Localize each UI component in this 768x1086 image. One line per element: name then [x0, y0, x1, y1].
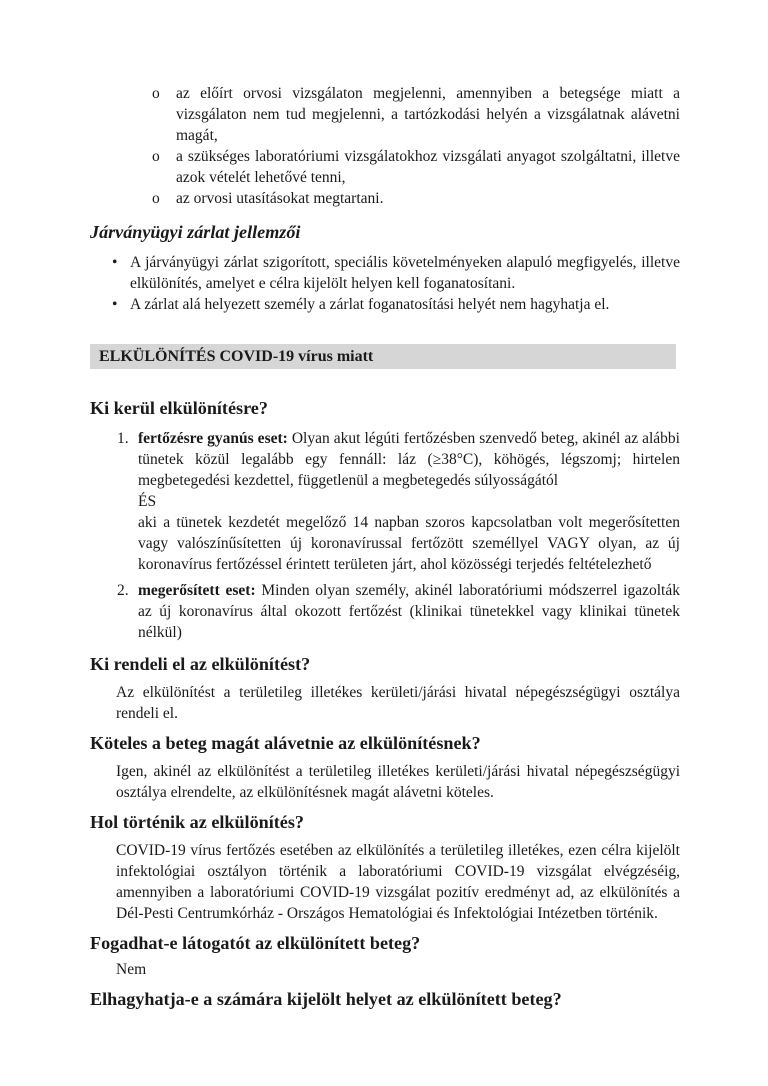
- question-heading: Köteles a beteg magát alávetnie az elkülönítésnek?: [90, 733, 481, 753]
- question-heading-who: Ki kerül elkülönítésre?: [90, 398, 268, 418]
- case-lead: megerősített eset:: [138, 582, 256, 599]
- case-continuation: aki a tünetek kezdetét megelőző 14 napban szoros kapcsolatban volt megerősítetten vagy valószínűsítetten új koronavírussal fertőzött személlyel VAGY olyan, az új koronavírus fertőzéssel érintett területen járt, ahol közösségi terjedés feltételezhető: [138, 514, 680, 573]
- case-definitions-list: [90, 428, 680, 643]
- disc-bullet-marker: •: [112, 254, 118, 271]
- list-number: 1.: [117, 430, 129, 447]
- circle-bullet-marker: o: [152, 85, 160, 102]
- list-number: 2.: [117, 582, 129, 599]
- question-heading: Elhagyhatja-e a számára kijelölt helyet az elkülönített beteg?: [90, 989, 562, 1009]
- answer-paragraph: Nem: [116, 961, 147, 978]
- list-item: [90, 83, 680, 146]
- case-body: Olyan akut légúti fertőzésben szenvedő beteg, akinél az alábbi tünetek közül legalább egy fennáll: láz (≥38°C), köhögés, légszomj; hirtelen megbetegedési kezdettel, függetlenül a megbetegedés súlyosságától: [138, 430, 680, 489]
- isolation-banner: ELKÜLÖNÍTÉS COVID-19 vírus miatt: [90, 344, 676, 369]
- list-item-text: az előírt orvosi vizsgálaton megjelenni, amennyiben a betegsége miatt a vizsgálaton nem tud megjelenni, a tartózkodási helyén a vizsgálatnak alávetni magát,: [176, 85, 680, 144]
- list-item: [90, 252, 680, 294]
- list-item: [90, 188, 680, 209]
- question-heading: Fogadhat-e látogatót az elkülönített beteg?: [90, 933, 421, 953]
- case-item-confirmed: [90, 580, 680, 643]
- case-item-text: [138, 580, 680, 643]
- answer-paragraph: COVID-19 vírus fertőzés esetében az elkülönítés a területileg illetékes, ezen célra kijelölt infektológiai osztályon történik a laboratóriumi COVID-19 vizsgálat elvégzéséig, amennyiben a laboratóriumi COVID-19 vizsgálat pozitív eredményt ad, az elkülönítés a Dél-Pesti Centrumkórház - Országos Hematológiai és Infektológiai Intézetben történik.: [116, 842, 680, 922]
- list-item: [90, 294, 680, 315]
- question-heading: Ki rendeli el az elkülönítést?: [90, 654, 311, 674]
- list-item-text: A járványügyi zárlat szigorított, speciális követelményeken alapuló megfigyelés, illetve elkülönítés, amelyet e célra kijelölt helyen kell foganatosítani.: [130, 254, 680, 292]
- circle-bullet-marker: o: [152, 148, 160, 165]
- case-body: Minden olyan személy, akinél laboratóriumi módszerrel igazolták az új koronavírus által okozott fertőzést (klinikai tünetekkel vagy klinikai tünetek nélkül): [138, 582, 680, 641]
- list-item: [90, 146, 680, 188]
- case-lead: fertőzésre gyanús eset:: [138, 430, 288, 447]
- question-heading: Hol történik az elkülönítés?: [90, 812, 304, 832]
- case-connector: ÉS: [138, 493, 157, 510]
- case-item-suspected: [90, 428, 680, 575]
- circle-bullet-marker: o: [152, 190, 160, 207]
- answer-paragraph: Az elkülönítést a területileg illetékes kerületi/járási hivatal népegészségügyi osztálya rendeli el.: [116, 684, 680, 722]
- disc-bullet-marker: •: [112, 296, 118, 313]
- quarantine-bullet-list: [90, 252, 680, 315]
- case-item-text: [138, 428, 680, 575]
- list-item-text: az orvosi utasításokat megtartani.: [176, 190, 384, 207]
- obligations-list: [90, 83, 680, 209]
- answer-paragraph: Igen, akinél az elkülönítést a területileg illetékes kerületi/járási hivatal népegészségügyi osztálya elrendelte, az elkülönítésnek magát alávetni köteles.: [116, 763, 680, 801]
- quarantine-characteristics-heading: Járványügyi zárlat jellemzői: [90, 222, 301, 242]
- list-item-text: A zárlat alá helyezett személy a zárlat foganatosítási helyét nem hagyhatja el.: [130, 296, 610, 313]
- list-item-text: a szükséges laboratóriumi vizsgálatokhoz vizsgálati anyagot szolgáltatni, illetve azok vételét lehetővé tenni,: [176, 148, 680, 186]
